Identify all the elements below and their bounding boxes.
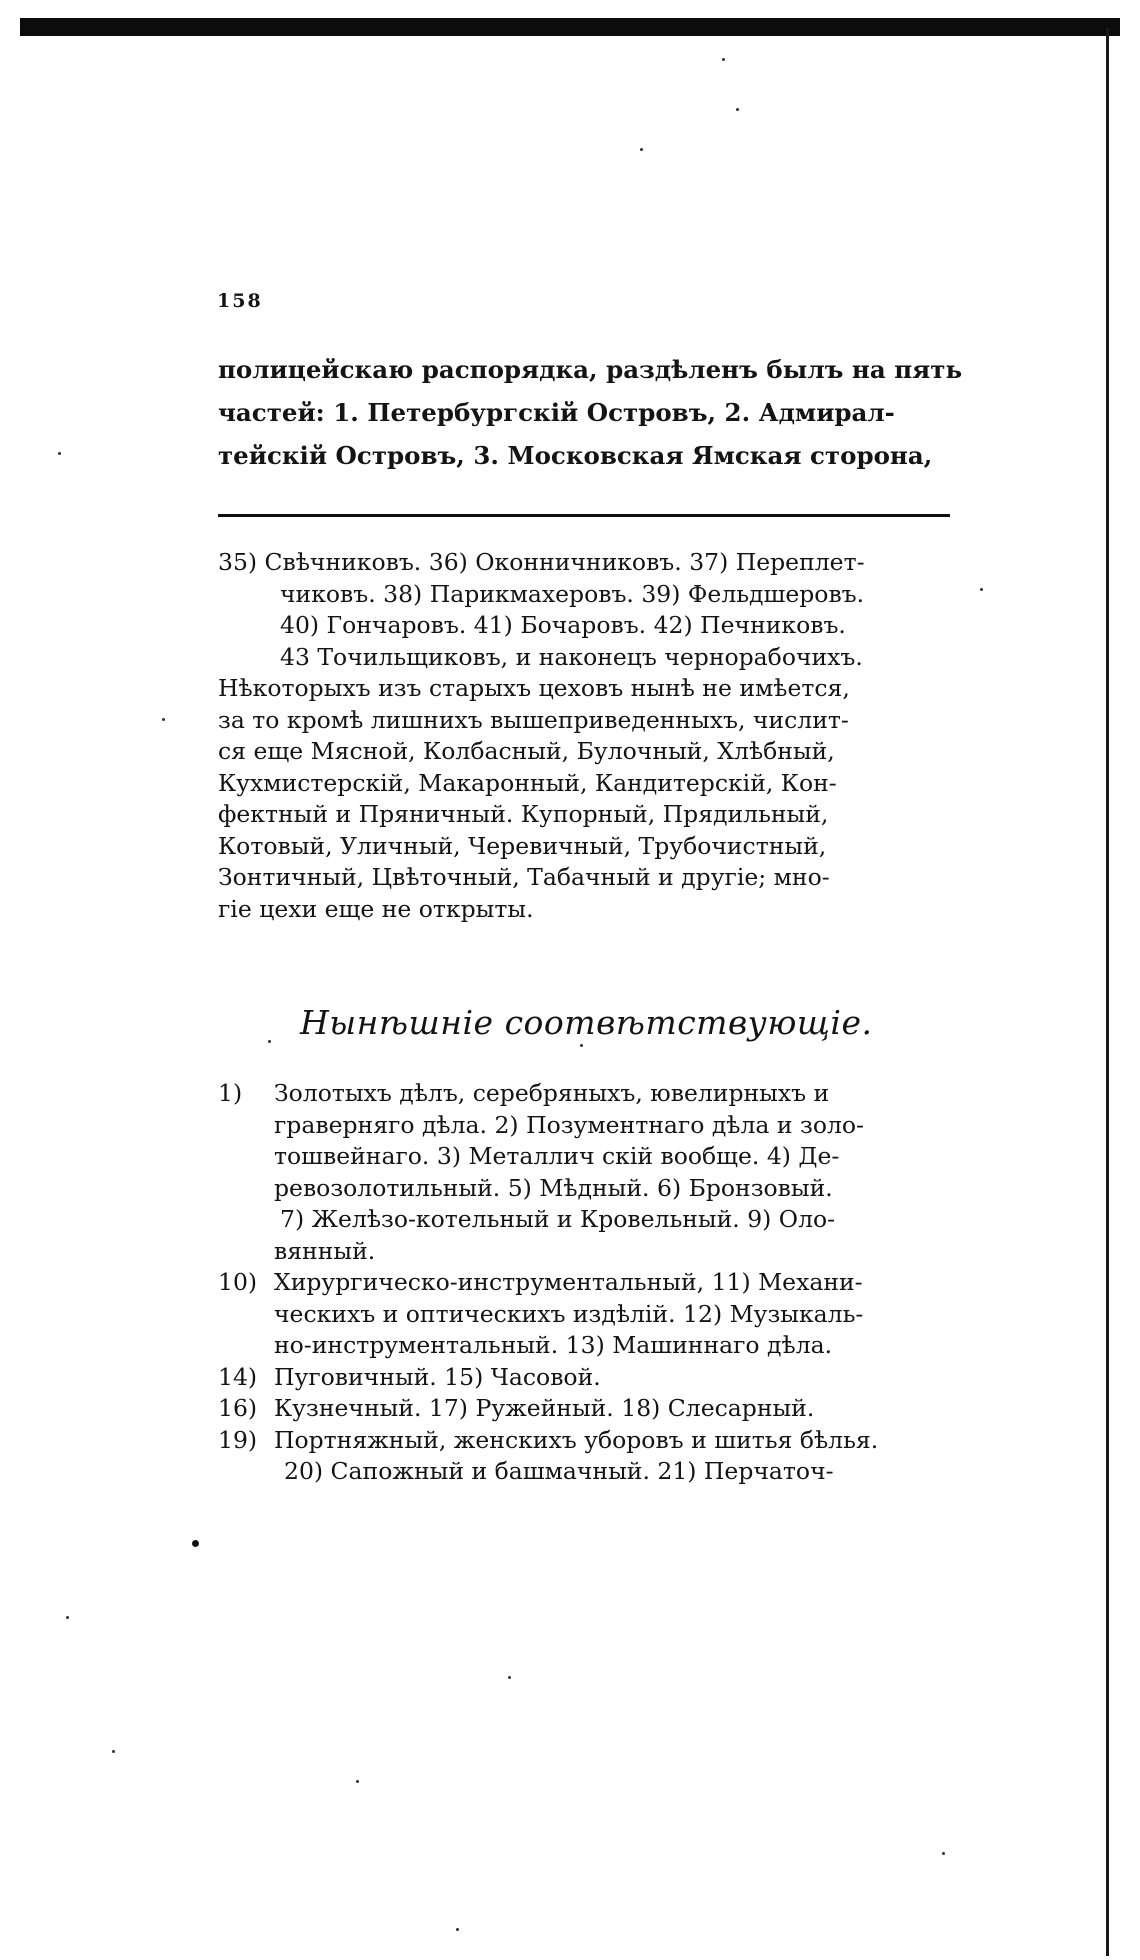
text-line: Зонтичный, Цвѣточный, Табачный и другіе; мно- (218, 863, 830, 891)
scan-speck (508, 1676, 511, 1679)
scan-speck (192, 1540, 199, 1547)
text-line: ревозолотильный. 5) Мѣдный. 6) Бронзовый. (274, 1173, 833, 1202)
scan-speck (58, 452, 61, 455)
text-line: 43 Точильщиковъ, и наконецъ чернорабочихъ. (280, 642, 863, 671)
text-line: Нѣкоторыхъ изъ старыхъ цеховъ нынѣ не имѣется, (218, 674, 850, 702)
text-line: 20) Сапожный и башмачный. 21) Перчаточ- (284, 1457, 834, 1485)
text-line: 35) Свѣчниковъ. 36) Оконничниковъ. 37) Переплет- (218, 548, 865, 576)
text-line: частей: 1. Петербургскій Островъ, 2. Адмирал- (218, 398, 895, 427)
text-line: гіе цехи еще не открыты. (218, 894, 534, 923)
text-line: 40) Гончаровъ. 41) Бочаровъ. 42) Печниковъ. (280, 611, 846, 639)
list-item (218, 1267, 946, 1362)
scan-speck (112, 1750, 115, 1753)
text-line: Кузнечный. 17) Ружейный. 18) Слесарный. (274, 1394, 815, 1422)
scan-speck (580, 1044, 583, 1047)
text-line: тошвейнаго. 3) Металлич скій вообще. 4) Де- (274, 1142, 840, 1170)
text-line: Котовый, Уличный, Черевичный, Трубочистный, (218, 831, 827, 860)
scan-speck (942, 1852, 945, 1855)
scan-speck (722, 58, 725, 61)
scan-speck (736, 108, 739, 111)
item-number: 19) (218, 1425, 258, 1454)
text-line: ческихъ и оптическихъ издѣлій. 12) Музыкаль- (274, 1299, 864, 1328)
footnote-text (218, 547, 946, 925)
text-line: фектный и Пряничный. Купорный, Прядильный, (218, 800, 829, 828)
item-number: 1) (218, 1079, 243, 1107)
list-item (218, 1393, 946, 1425)
section-heading: Нынѣшніе соотвѣтствующіе. (300, 1003, 873, 1042)
scan-speck (162, 718, 165, 721)
scan-speck (456, 1928, 459, 1931)
text-line: Золотыхъ дѣлъ, серебряныхъ, ювелирныхъ и (274, 1079, 830, 1107)
text-line: граверняго дѣла. 2) Позументнаго дѣла и золо- (274, 1110, 864, 1139)
list-item (218, 1078, 946, 1267)
body-paragraph (218, 348, 963, 477)
text-line: Пуговичный. 15) Часовой. (274, 1362, 601, 1391)
scan-speck (356, 1780, 359, 1783)
item-number: 14) (218, 1362, 258, 1391)
scan-speck (66, 1616, 69, 1619)
scan-speck (640, 148, 643, 151)
text-line: ся еще Мясной, Колбасный, Булочный, Хлѣбный, (218, 737, 835, 765)
scan-speck (980, 588, 983, 591)
text-line: но-инструментальный. 13) Машиннаго дѣла. (274, 1331, 833, 1359)
text-line: за то кромѣ лишнихъ вышеприведенныхъ, числит- (218, 705, 849, 734)
page-number: 158 (217, 290, 263, 312)
text-line: 7) Желѣзо-котельный и Кровельный. 9) Оло- (280, 1205, 836, 1233)
scan-right-edge (1106, 28, 1109, 1956)
list-item (218, 1425, 946, 1488)
footnote-divider (218, 514, 950, 517)
text-line: полицейскаю распорядка, раздѣленъ былъ на пять (218, 355, 963, 384)
text-line: Кухмистерскій, Макаронный, Кандитерскій, Кон- (218, 768, 837, 797)
text-line: Портняжный, женскихъ уборовъ и шитья бѣлья. (274, 1425, 879, 1454)
text-line: Хирургическо-инструментальный, 11) Механи- (274, 1268, 863, 1296)
text-line: вянный. (274, 1236, 376, 1265)
list-item (218, 1362, 946, 1394)
item-number: 16) (218, 1394, 258, 1422)
scan-top-edge (20, 18, 1120, 36)
text-line: тейскій Островъ, 3. Московская Ямская сторона, (218, 441, 933, 470)
text-line: чиковъ. 38) Парикмахеровъ. 39) Фельдшеровъ. (280, 579, 865, 608)
scan-speck (268, 1040, 271, 1043)
item-number: 10) (218, 1268, 258, 1296)
guild-list (218, 1078, 946, 1488)
